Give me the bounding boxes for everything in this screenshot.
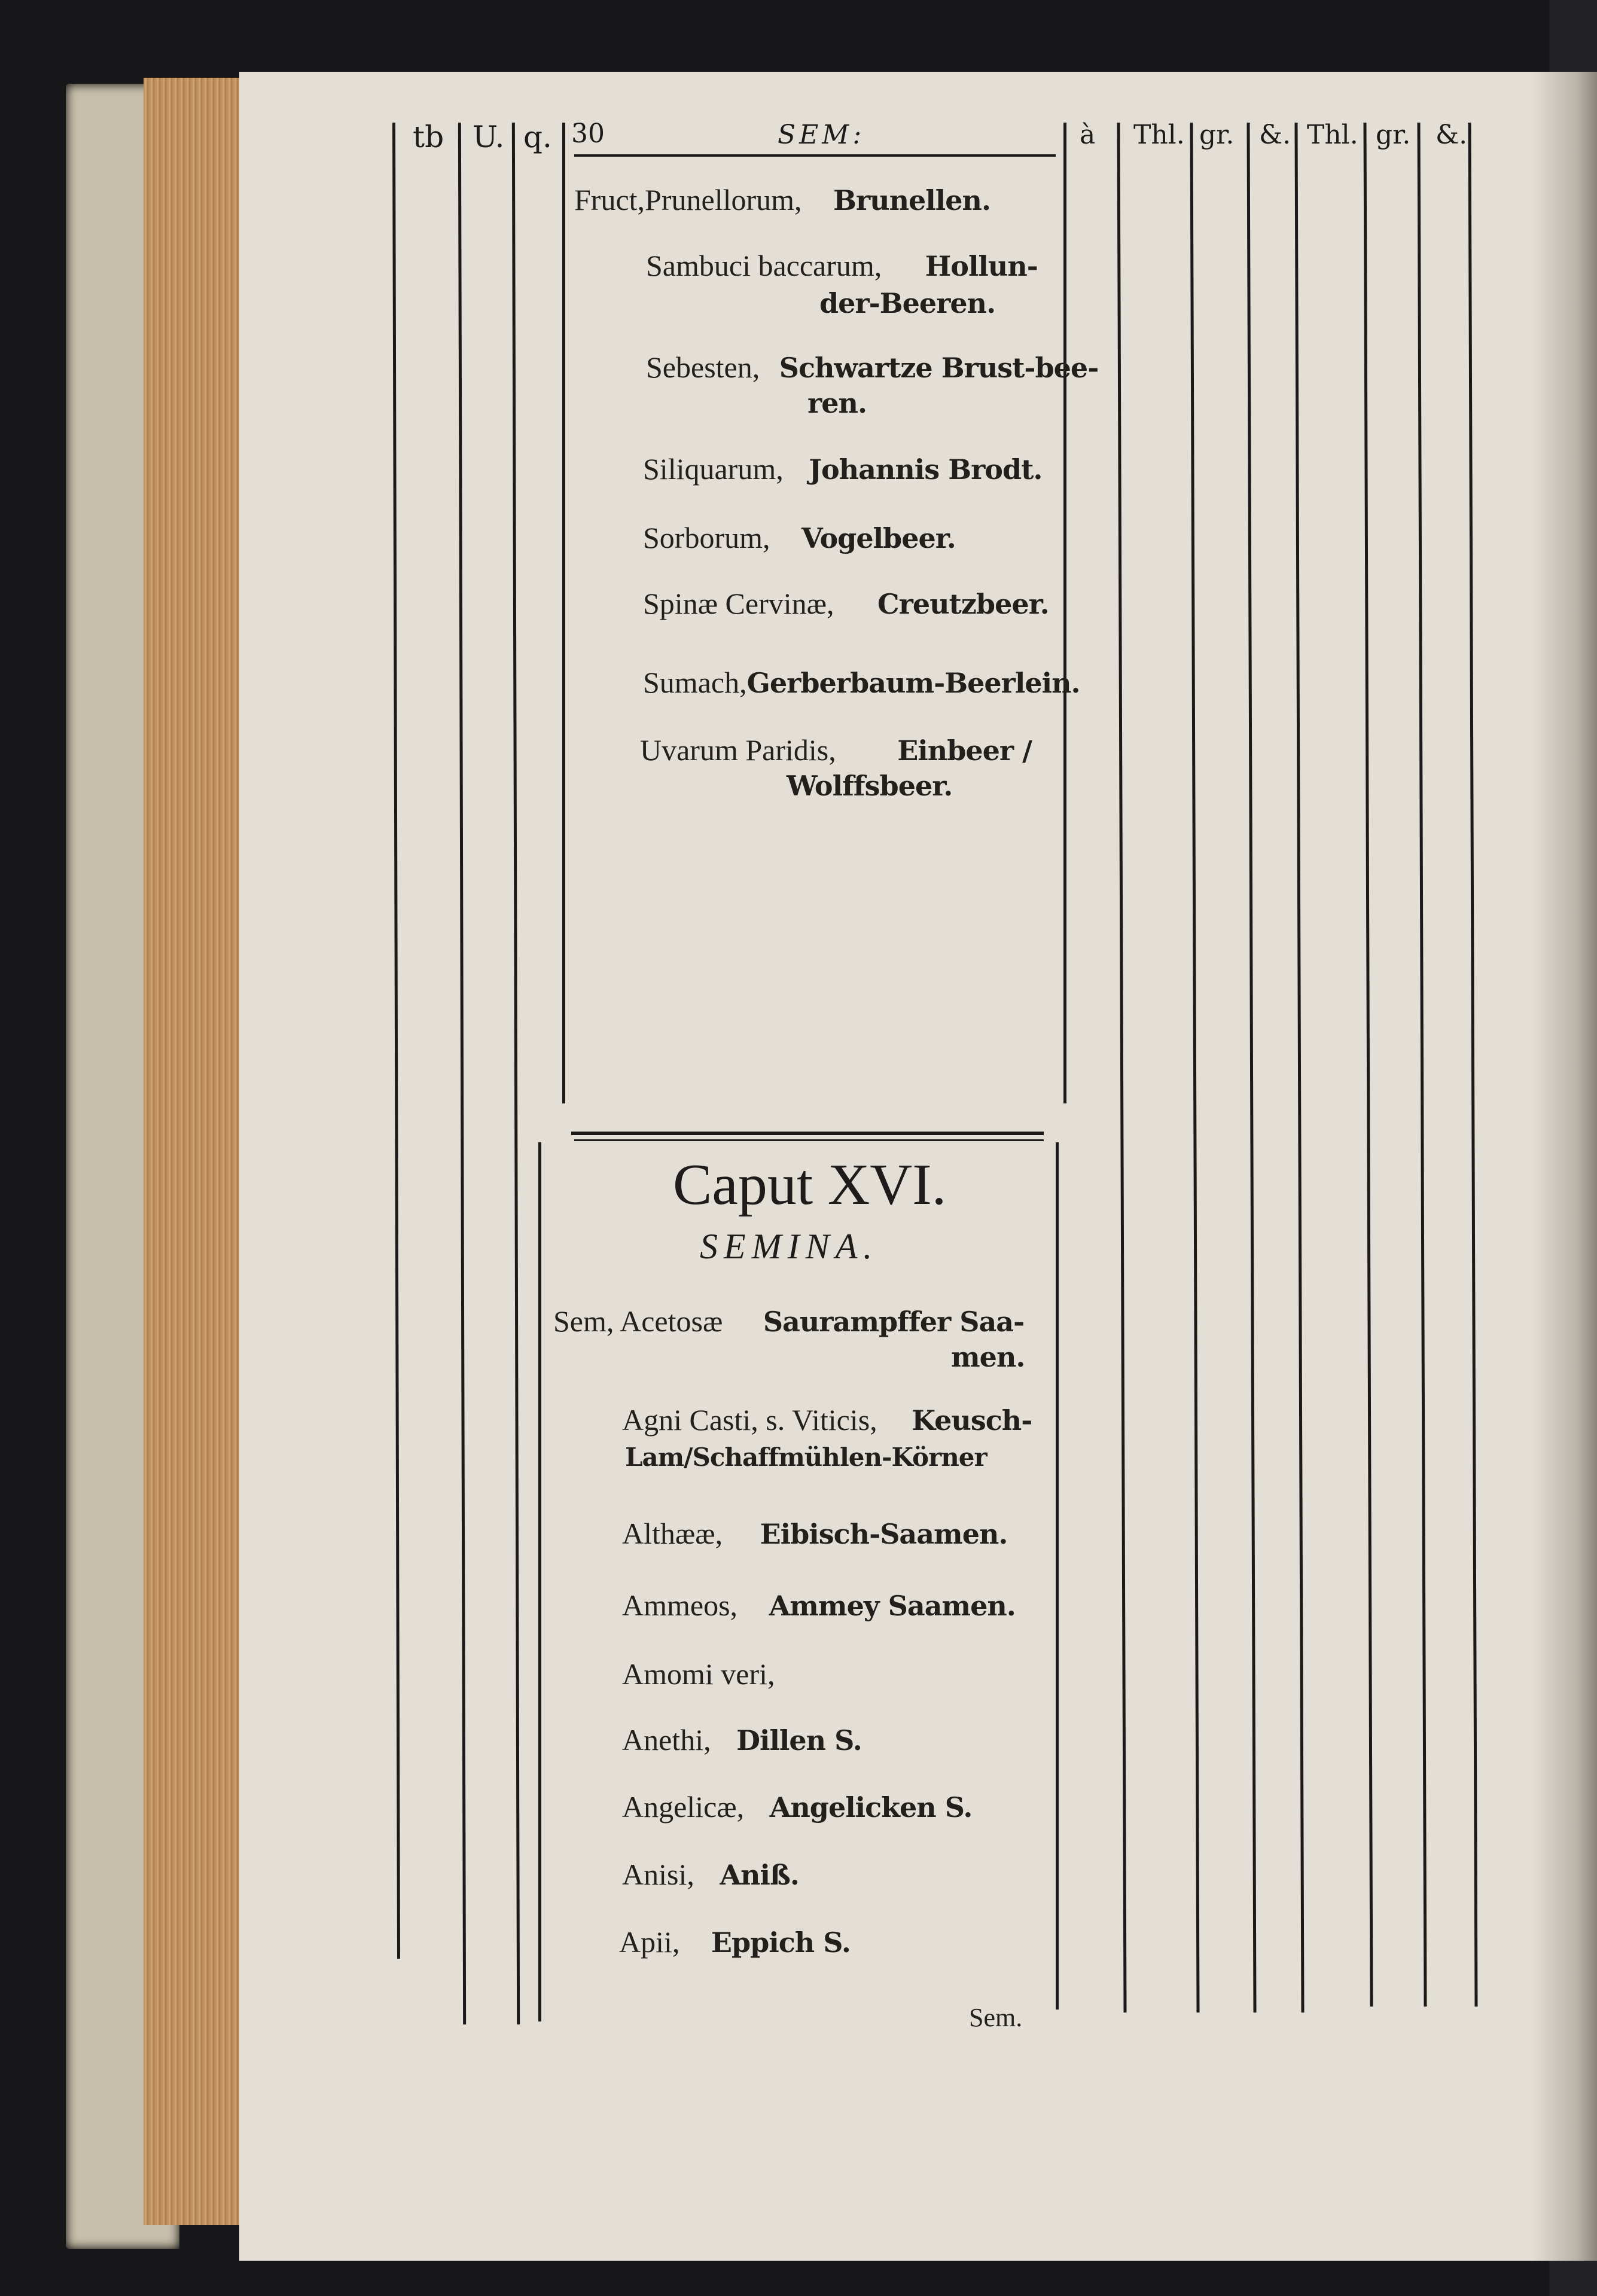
chapter-title: Caput XVI. [673,1152,947,1217]
latin-name: Angelicæ, [622,1790,745,1824]
latin-name: Uvarum Paridis, [640,733,836,767]
german-name: Eppich S. [711,1926,851,1959]
latin-name: Siliquarum, [643,452,784,486]
german-name: Creutzbeer. [877,588,1049,620]
latin-name: Althææ, [622,1517,723,1550]
german-name: Ammey Saamen. [769,1590,1016,1622]
german-name: Keusch- [912,1404,1032,1437]
fruit-entry [643,665,1080,700]
column-rule [538,1142,541,2021]
header-col-q: q. [523,120,552,154]
header-col-thl-2: Thl. [1307,120,1358,150]
seed-entry [622,1516,1007,1551]
seed-entry [553,1304,1024,1339]
german-name: Schwartze Brust-bee- [779,352,1099,384]
column-rule [1056,1142,1059,2010]
latin-name: Ammeos, [622,1588,738,1622]
fruit-entry [574,182,990,218]
fruit-entry [640,733,1032,768]
header-rule [574,154,1056,157]
latin-name: Sumach, [643,666,747,699]
seed-entry [622,1657,775,1691]
column-rule [1063,123,1066,1103]
latin-name: Fruct,Prunellorum, [574,183,802,217]
german-name: Hollun- [925,250,1038,282]
german-name: Dillen S. [736,1724,862,1757]
latin-name: Agni Casti, s. Viticis, [622,1403,877,1437]
entry-continuation: der-Beeren. [819,287,996,319]
german-name: Eibisch-Saamen. [760,1518,1008,1550]
german-name: Johannis Brodt. [809,453,1043,486]
latin-name: Amomi veri, [622,1657,775,1691]
seed-entry [622,1588,1016,1623]
latin-name: Anethi, [622,1723,711,1757]
header-col-d-2: &. [1436,120,1468,150]
latin-name: Sambuci baccarum, [646,249,882,282]
latin-name: Sorborum, [643,521,770,554]
entry-continuation: ren. [807,387,867,419]
latin-name: Sem, Acetosæ [553,1304,723,1338]
fruit-entry [643,520,956,556]
german-name: Brunellen. [833,184,990,217]
fruit-entry [643,586,1049,621]
german-name: Einbeer / [897,734,1032,767]
header-col-tb: tb [413,120,444,154]
entry-continuation: Lam/Schaffmühlen-Körner [625,1443,987,1472]
latin-name: Spinæ Cervinæ, [643,587,834,620]
german-name: Gerberbaum-Beerlein. [746,667,1080,699]
latin-name: Anisi, [622,1858,694,1891]
chapter-subtitle: SEMINA. [700,1227,879,1266]
seed-entry [619,1925,851,1960]
german-name: Aniß. [720,1859,799,1891]
seed-entry [622,1722,862,1758]
column-rule [562,123,565,1103]
header-col-d-1: &. [1259,120,1291,150]
header-col-gr-2: gr. [1376,120,1411,150]
header-col-gr-1: gr. [1199,120,1235,150]
latin-name: Apii, [619,1925,680,1959]
header-col-thl-1: Thl. [1133,120,1185,150]
running-head: SEM: [778,120,865,150]
header-col-a: à [1080,120,1096,150]
latin-name: Sebesten, [646,350,760,384]
chapter-rule [571,1132,1044,1135]
page-number: 30 [571,118,605,149]
seed-entry [622,1402,1032,1438]
fruit-entry [643,452,1042,487]
german-name: Vogelbeer. [801,522,956,554]
header-col-u: U. [473,120,505,154]
seed-entry [622,1857,799,1892]
german-name: Angelicken S. [769,1791,973,1824]
fruit-entry [646,248,1038,283]
catchword: Sem. [969,2003,1023,2032]
german-name: Saurampffer Saa- [763,1306,1025,1338]
page-gutter-shadow [1531,72,1597,2261]
chapter-rule-thin [574,1139,1044,1141]
entry-continuation: men. [951,1341,1025,1373]
fruit-entry [646,350,1098,385]
seed-entry [622,1789,972,1825]
entry-continuation: Wolffsbeer. [787,770,953,802]
